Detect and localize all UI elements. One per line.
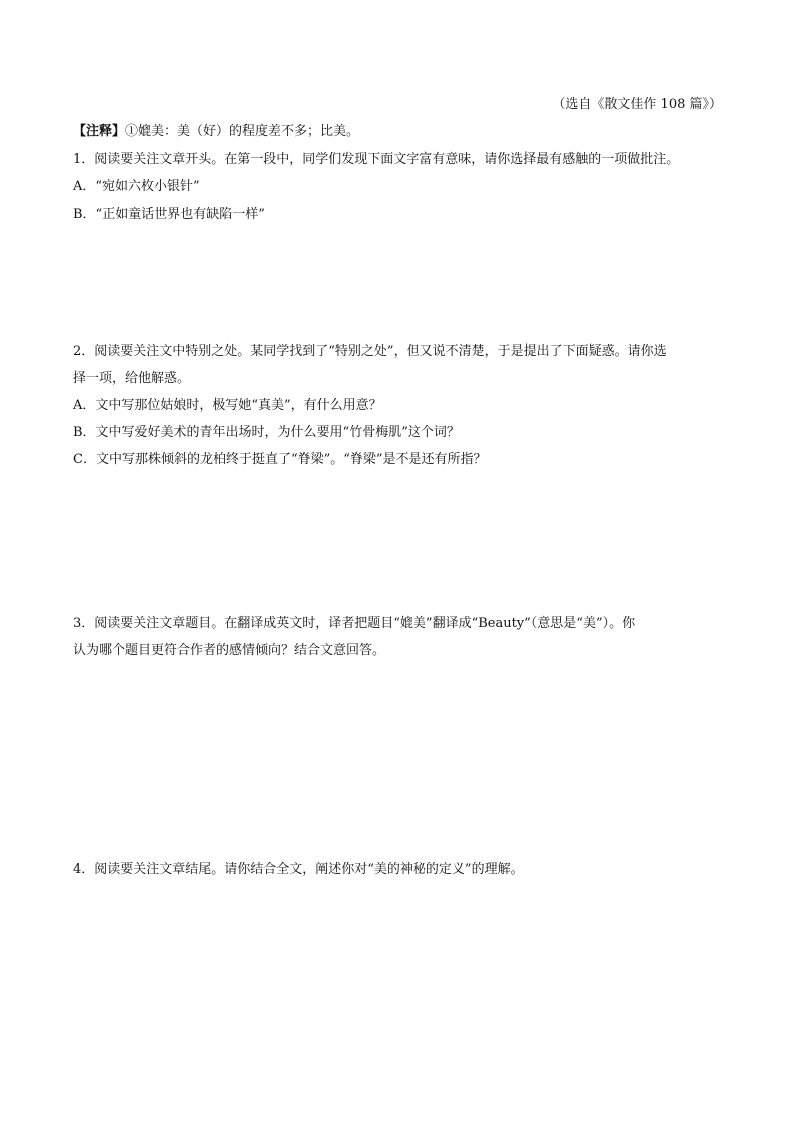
- question-2-option-b: B．文中写爱好美术的青年出场时，为什么要用“竹骨梅肌”这个词？: [73, 425, 460, 440]
- annotation-note: [73, 123, 730, 141]
- question-1-text: 1．阅读要关注文章开头。在第一段中，同学们发现下面文字富有意味，请你选择最有感触的一项做批注。: [73, 152, 680, 167]
- annotation-tag: 【注释】: [73, 124, 126, 139]
- question-3-text-line-1: 3．阅读要关注文章题目。在翻译成英文时，译者把题目“媲美”翻译成“Beauty”（意思是“美”）。你: [73, 616, 636, 631]
- question-2-text-line-2: 择一项，给他解惑。: [73, 371, 191, 386]
- question-4-text: 4．阅读要关注文章结尾。请你结合全文，阐述你对“美的神秘的定义”的理解。: [73, 862, 524, 877]
- question-3-text-line-2: 认为哪个题目更符合作者的感情倾向？结合文意回答。: [73, 643, 386, 658]
- annotation-text: ①媲美：美（好）的程度差不多；比美。: [125, 124, 360, 139]
- question-2-option-c: C．文中写那株倾斜的龙柏终于挺直了“脊梁”。“脊梁”是不是还有所指？: [73, 452, 487, 467]
- question-2-option-a: A．文中写那位姑娘时，极写她“真美”，有什么用意？: [73, 398, 382, 413]
- question-1-option-b: B．“正如童话世界也有缺陷一样”: [73, 207, 265, 222]
- question-1-option-a: A．“宛如六枚小银针”: [73, 179, 200, 194]
- source-citation: （选自《散文佳作 108 篇》）: [552, 97, 722, 112]
- question-2-text-line-1: 2．阅读要关注文中特别之处。某同学找到了“特别之处”，但又说不清楚，于是提出了下面疑惑。请你选: [73, 344, 667, 359]
